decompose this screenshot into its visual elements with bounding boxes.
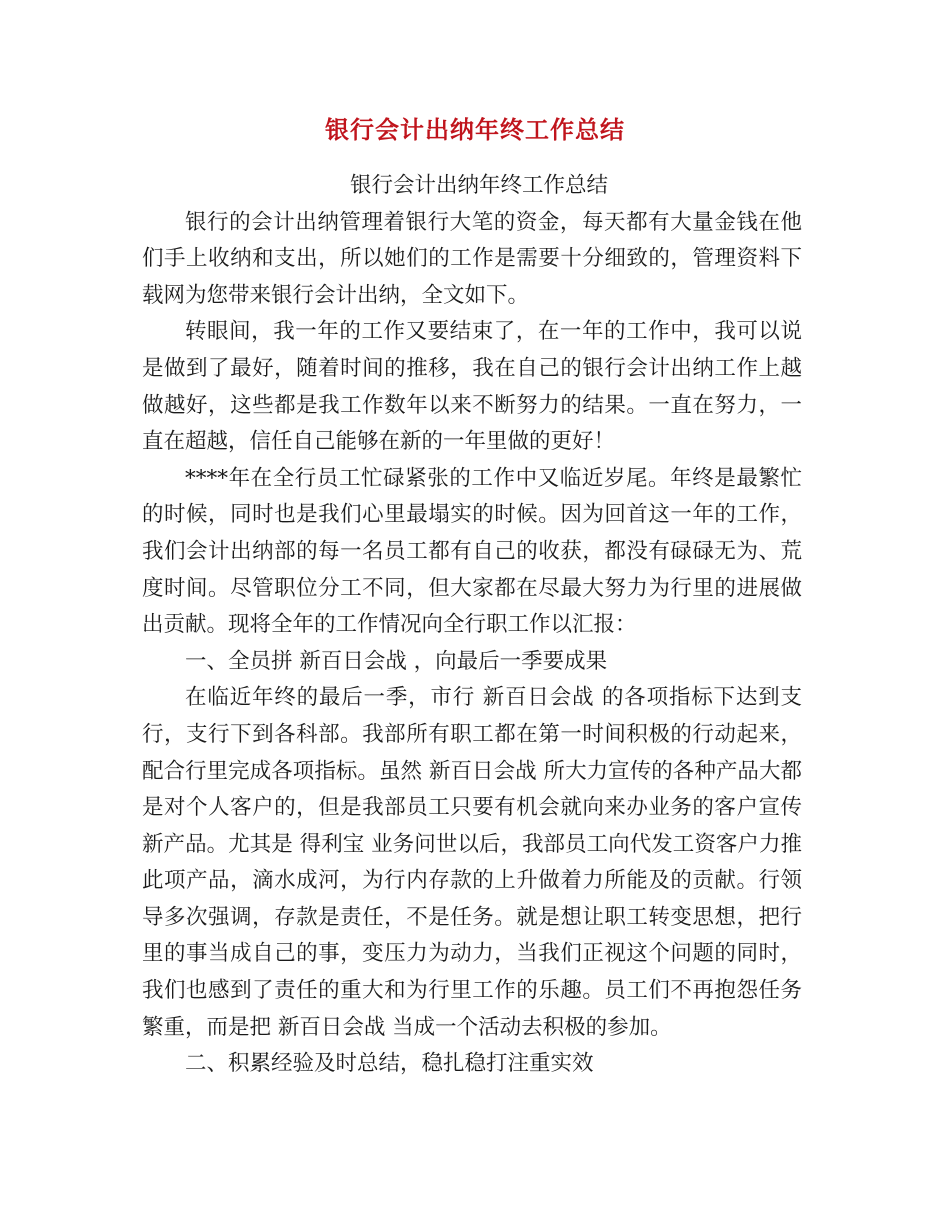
- paragraph-overview: ****年在全行员工忙碌紧张的工作中又临近岁尾。年终是最繁忙的时候，同时也是我们心里最塌实的时候。因为回首这一年的工作，我们会计出纳部的每一名员工都有自己的收获，都没有碌碌无为、荒度时间。尽管职位分工不同，但大家都在尽最大努力为行里的进展做出贡献。现将全年的工作情况向全行职工作以汇报：: [142, 465, 802, 638]
- paragraph-intro: 银行的会计出纳管理着银行大笔的资金，每天都有大量金钱在他们手上收纳和支出，所以她们的工作是需要十分细致的，管理资料下载网为您带来银行会计出纳，全文如下。: [142, 209, 802, 308]
- document-body: [142, 168, 802, 1083]
- section-heading-2: 二、积累经验及时总结，稳扎稳打注重实效: [185, 1051, 594, 1077]
- document-subtitle: 银行会计出纳年终工作总结: [349, 173, 608, 198]
- section-heading-1: 一、全员拼 新百日会战 ，向最后一季要成果: [185, 648, 608, 674]
- paragraph-opening: 转眼间，我一年的工作又要结束了，在一年的工作中，我可以说是做到了最好，随着时间的推移，我在自己的银行会计出纳工作上越做越好，这些都是我工作数年以来不断努力的结果。一直在努力，一直在超越，信任自己能够在新的一年里做的更好！: [142, 319, 802, 455]
- document-title: 银行会计出纳年终工作总结: [325, 116, 625, 144]
- paragraph-section-1: 在临近年终的最后一季，市行 新百日会战 的各项指标下达到支行，支行下到各科部。我部所有职工都在第一时间积极的行动起来，配合行里完成各项指标。虽然 新百日会战 所大力宣传的各种产品大都是对个人客户的，但是我部员工只要有机会就向来办业务的客户宣传新产品。尤其是 得利宝 业务问世以后，我部员工向代发工资客户力推此项产品，滴水成河，为行内存款的上升做着力所能及的贡献。行领导多次强调，存款是责任，不是任务。就是想让职工转变思想，把行里的事当成自己的事，变压力为动力，当我们正视这个问题的同时，我们也感到了责任的重大和为行里工作的乐趣。员工们不再抱怨任务繁重，而是把 新百日会战 当成一个活动去积极的参加。: [142, 685, 802, 1040]
